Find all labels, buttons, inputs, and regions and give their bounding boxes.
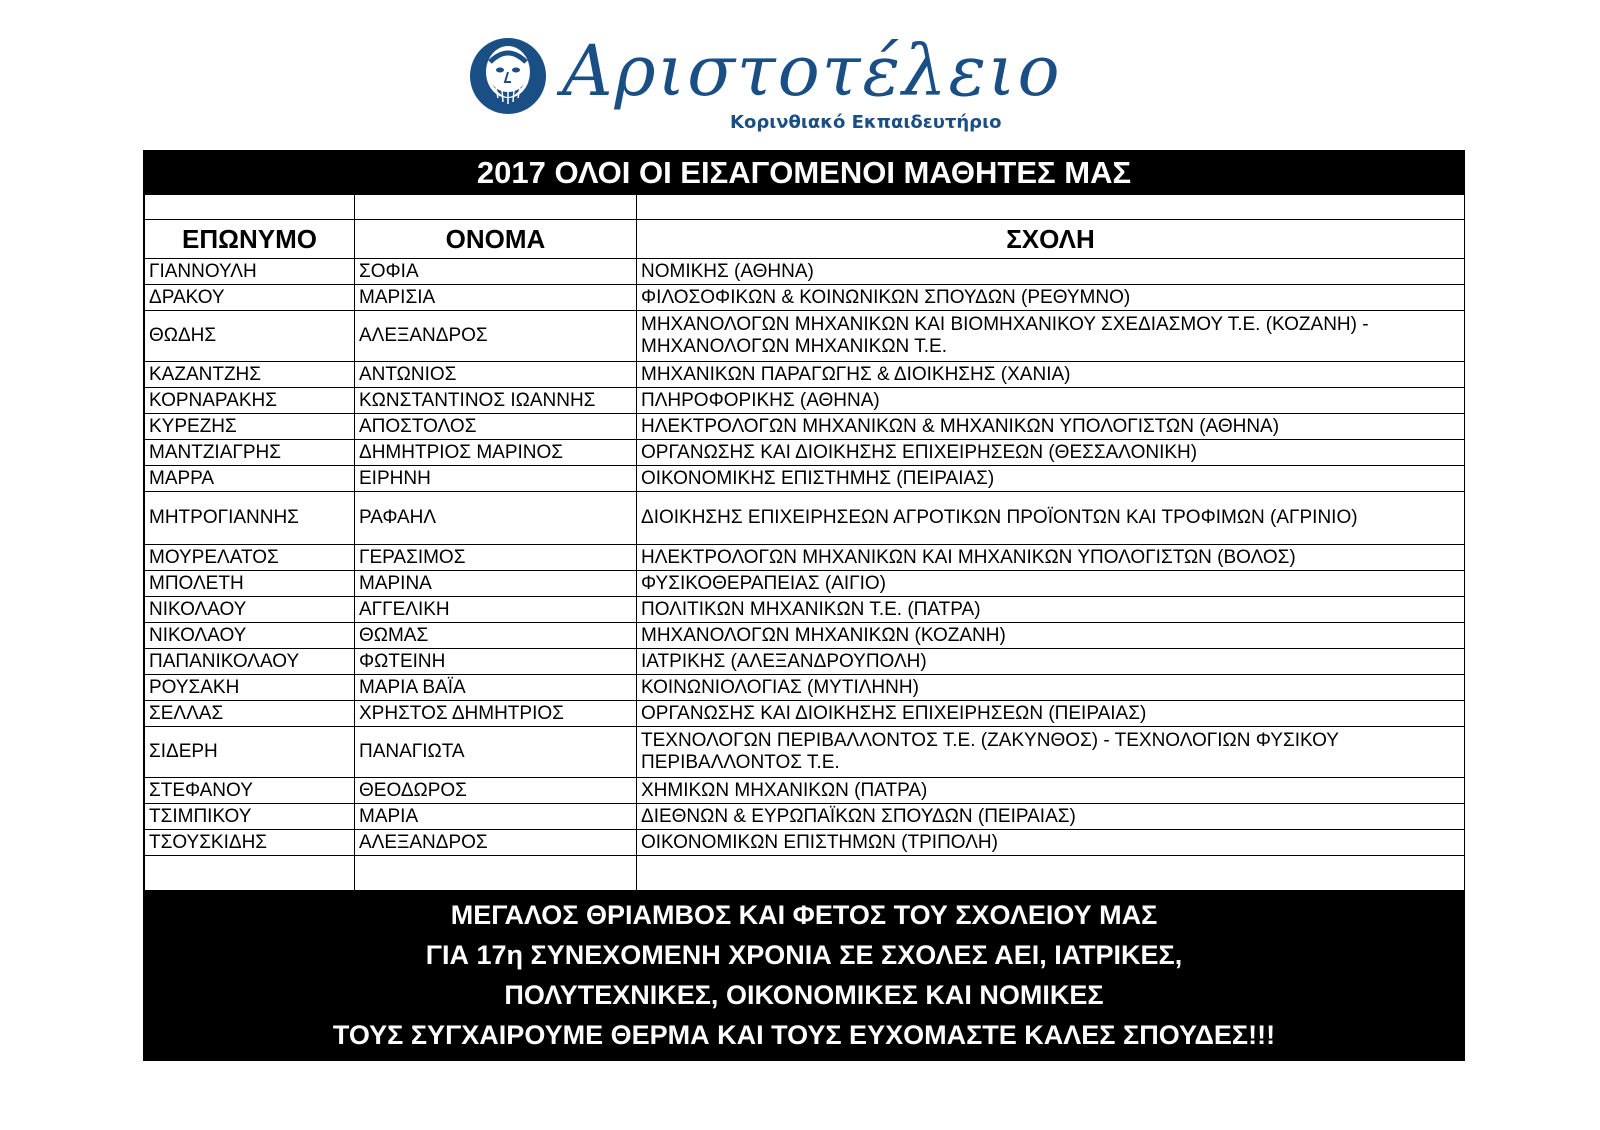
cell-name: ΘΕΟΔΩΡΟΣ xyxy=(355,778,637,804)
table-row xyxy=(145,311,1465,362)
footer-line: ΠΟΛΥΤΕΧΝΙΚΕΣ, ΟΙΚΟΝΟΜΙΚΕΣ ΚΑΙ ΝΟΜΙΚΕΣ xyxy=(504,980,1104,1010)
cell-school: ΜΗΧΑΝΙΚΩΝ ΠΑΡΑΓΩΓΗΣ & ΔΙΟΙΚΗΣΗΣ (ΧΑΝΙΑ) xyxy=(637,362,1465,388)
table-row xyxy=(145,285,1465,311)
cell-school: ΟΙΚΟΝΟΜΙΚΩΝ ΕΠΙΣΤΗΜΩΝ (ΤΡΙΠΟΛΗ) xyxy=(637,830,1465,856)
table-row xyxy=(145,649,1465,675)
cell-surname: ΤΣΟΥΣΚΙΔΗΣ xyxy=(145,830,355,856)
spacer-row xyxy=(145,195,1465,220)
cell-name: ΑΓΓΕΛΙΚΗ xyxy=(355,597,637,623)
table-row xyxy=(145,597,1465,623)
footer-line: ΓΙΑ 17η ΣΥΝΕΧΟΜΕΝΗ ΧΡΟΝΙΑ ΣΕ ΣΧΟΛΕΣ ΑΕΙ, ΙΑΤΡΙΚΕΣ, xyxy=(425,940,1183,970)
cell-surname: ΓΙΑΝΝΟΥΛΗ xyxy=(145,259,355,285)
cell-surname: ΣΤΕΦΑΝΟΥ xyxy=(145,778,355,804)
cell-name: ΧΡΗΣΤΟΣ ΔΗΜΗΤΡΙΟΣ xyxy=(355,701,637,727)
footer-line: ΤΟΥΣ ΣΥΓΧΑΙΡΟΥΜΕ ΘΕΡΜΑ ΚΑΙ ΤΟΥΣ ΕΥΧΟΜΑΣΤΕ ΚΑΛΕΣ ΣΠΟΥΔΕΣ!!! xyxy=(332,1020,1276,1050)
table-row xyxy=(145,727,1465,778)
cell-name: ΦΩΤΕΙΝΗ xyxy=(355,649,637,675)
cell-name: ΑΠΟΣΤΟΛΟΣ xyxy=(355,414,637,440)
table-row xyxy=(145,440,1465,466)
cell-name: ΜΑΡΙΝΑ xyxy=(355,571,637,597)
cell-name: ΘΩΜΑΣ xyxy=(355,623,637,649)
logo-subtitle: Κορινθιακό Εκπαιδευτήριο xyxy=(730,112,1002,133)
table-row xyxy=(145,492,1465,545)
cell-surname: ΜΗΤΡΟΓΙΑΝΝΗΣ xyxy=(145,492,355,545)
students-table xyxy=(144,194,1465,891)
cell-name: ΜΑΡΙΑ ΒΑΪΑ xyxy=(355,675,637,701)
cell-school: ΟΡΓΑΝΩΣΗΣ ΚΑΙ ΔΙΟΙΚΗΣΗΣ ΕΠΙΧΕΙΡΗΣΕΩΝ (ΘΕΣΣΑΛΟΝΙΚΗ) xyxy=(637,440,1465,466)
cell-school: ΙΑΤΡΙΚΗΣ (ΑΛΕΞΑΝΔΡΟΥΠΟΛΗ) xyxy=(637,649,1465,675)
cell-surname: ΣΙΔΕΡΗ xyxy=(145,727,355,778)
table-row xyxy=(145,466,1465,492)
column-header-school: ΣΧΟΛΗ xyxy=(637,220,1465,259)
table-row xyxy=(145,388,1465,414)
cell-surname: ΚΥΡΕΖΗΣ xyxy=(145,414,355,440)
cell-name: ΣΟΦΙΑ xyxy=(355,259,637,285)
cell-school: ΦΙΛΟΣΟΦΙΚΩΝ & ΚΟΙΝΩΝΙΚΩΝ ΣΠΟΥΔΩΝ (ΡΕΘΥΜΝΟ) xyxy=(637,285,1465,311)
cell-surname: ΡΟΥΣΑΚΗ xyxy=(145,675,355,701)
table-row xyxy=(145,414,1465,440)
table-row xyxy=(145,804,1465,830)
school-logo xyxy=(462,30,1062,136)
table-row xyxy=(145,778,1465,804)
table-row xyxy=(145,701,1465,727)
cell-school: ΧΗΜΙΚΩΝ ΜΗΧΑΝΙΚΩΝ (ΠΑΤΡΑ) xyxy=(637,778,1465,804)
cell-name: ΜΑΡΙΣΙΑ xyxy=(355,285,637,311)
cell-name: ΑΛΕΞΑΝΔΡΟΣ xyxy=(355,311,637,362)
table-row xyxy=(145,830,1465,856)
cell-surname: ΝΙΚΟΛΑΟΥ xyxy=(145,623,355,649)
cell-school: ΟΙΚΟΝΟΜΙΚΗΣ ΕΠΙΣΤΗΜΗΣ (ΠΕΙΡΑΙΑΣ) xyxy=(637,466,1465,492)
cell-school: ΝΟΜΙΚΗΣ (ΑΘΗΝΑ) xyxy=(637,259,1465,285)
table-row xyxy=(145,675,1465,701)
cell-surname: ΜΑΡΡΑ xyxy=(145,466,355,492)
footer-line: ΜΕΓΑΛΟΣ ΘΡΙΑΜΒΟΣ ΚΑΙ ΦΕΤΟΣ ΤΟΥ ΣΧΟΛΕΙΟΥ ΜΑΣ xyxy=(450,900,1158,930)
cell-surname: ΠΑΠΑΝΙΚΟΛΑΟΥ xyxy=(145,649,355,675)
cell-name: ΠΑΝΑΓΙΩΤΑ xyxy=(355,727,637,778)
cell-school: ΤΕΧΝΟΛΟΓΩΝ ΠΕΡΙΒΑΛΛΟΝΤΟΣ Τ.Ε. (ΖΑΚΥΝΘΟΣ) - ΤΕΧΝΟΛΟΓΙΩΝ ΦΥΣΙΚΟΥ ΠΕΡΙΒΑΛΛΟΝΤΟΣ Τ.Ε. xyxy=(637,727,1465,778)
cell-name: ΑΛΕΞΑΝΔΡΟΣ xyxy=(355,830,637,856)
column-header-surname: ΕΠΩΝΥΜΟ xyxy=(145,220,355,259)
cell-surname: ΤΣΙΜΠΙΚΟΥ xyxy=(145,804,355,830)
cell-surname: ΚΟΡΝΑΡΑΚΗΣ xyxy=(145,388,355,414)
cell-surname: ΝΙΚΟΛΑΟΥ xyxy=(145,597,355,623)
spacer-row xyxy=(145,856,1465,891)
cell-surname: ΜΠΟΛΕΤΗ xyxy=(145,571,355,597)
table-row xyxy=(145,545,1465,571)
cell-surname: ΔΡΑΚΟΥ xyxy=(145,285,355,311)
cell-name: ΑΝΤΩΝΙΟΣ xyxy=(355,362,637,388)
cell-school: ΚΟΙΝΩΝΙΟΛΟΓΙΑΣ (ΜΥΤΙΛΗΝΗ) xyxy=(637,675,1465,701)
cell-name: ΓΕΡΑΣΙΜΟΣ xyxy=(355,545,637,571)
cell-surname: ΣΕΛΛΑΣ xyxy=(145,701,355,727)
footer-message xyxy=(144,891,1464,1060)
cell-school: ΗΛΕΚΤΡΟΛΟΓΩΝ ΜΗΧΑΝΙΚΩΝ & ΜΗΧΑΝΙΚΩΝ ΥΠΟΛΟΓΙΣΤΩΝ (ΑΘΗΝΑ) xyxy=(637,414,1465,440)
cell-school: ΔΙΟΙΚΗΣΗΣ ΕΠΙΧΕΙΡΗΣΕΩΝ ΑΓΡΟΤΙΚΩΝ ΠΡΟΪΟΝΤΩΝ ΚΑΙ ΤΡΟΦΙΜΩΝ (ΑΓΡΙΝΙΟ) xyxy=(637,492,1465,545)
cell-name: ΡΑΦΑΗΛ xyxy=(355,492,637,545)
cell-school: ΗΛΕΚΤΡΟΛΟΓΩΝ ΜΗΧΑΝΙΚΩΝ ΚΑΙ ΜΗΧΑΝΙΚΩΝ ΥΠΟΛΟΓΙΣΤΩΝ (ΒΟΛΟΣ) xyxy=(637,545,1465,571)
cell-surname: ΘΩΔΗΣ xyxy=(145,311,355,362)
table-row xyxy=(145,362,1465,388)
cell-name: ΔΗΜΗΤΡΙΟΣ ΜΑΡΙΝΟΣ xyxy=(355,440,637,466)
cell-school: ΦΥΣΙΚΟΘΕΡΑΠΕΙΑΣ (ΑΙΓΙΟ) xyxy=(637,571,1465,597)
column-header-name: ΟΝΟΜΑ xyxy=(355,220,637,259)
cell-name: ΜΑΡΙΑ xyxy=(355,804,637,830)
cell-school: ΔΙΕΘΝΩΝ & ΕΥΡΩΠΑΪΚΩΝ ΣΠΟΥΔΩΝ (ΠΕΙΡΑΙΑΣ) xyxy=(637,804,1465,830)
table-row xyxy=(145,571,1465,597)
table-row xyxy=(145,623,1465,649)
cell-name: ΕΙΡΗΝΗ xyxy=(355,466,637,492)
table-row xyxy=(145,259,1465,285)
cell-surname: ΚΑΖΑΝΤΖΗΣ xyxy=(145,362,355,388)
cell-name: ΚΩΝΣΤΑΝΤΙΝΟΣ ΙΩΑΝΝΗΣ xyxy=(355,388,637,414)
logo-wordmark: Αριστοτέλειο xyxy=(562,30,1062,112)
cell-school: ΠΟΛΙΤΙΚΩΝ ΜΗΧΑΝΙΚΩΝ Τ.Ε. (ΠΑΤΡΑ) xyxy=(637,597,1465,623)
cell-school: ΜΗΧΑΝΟΛΟΓΩΝ ΜΗΧΑΝΙΚΩΝ ΚΑΙ ΒΙΟΜΗΧΑΝΙΚΟΥ ΣΧΕΔΙΑΣΜΟΥ Τ.Ε. (ΚΟΖΑΝΗ) - ΜΗΧΑΝΟΛΟΓΩΝ ΜΗΧΑΝΙΚΩΝ Τ.Ε. xyxy=(637,311,1465,362)
table-header-row xyxy=(145,220,1465,259)
cell-school: ΟΡΓΑΝΩΣΗΣ ΚΑΙ ΔΙΟΙΚΗΣΗΣ ΕΠΙΧΕΙΡΗΣΕΩΝ (ΠΕΙΡΑΙΑΣ) xyxy=(637,701,1465,727)
students-sheet xyxy=(143,150,1465,1061)
cell-school: ΠΛΗΡΟΦΟΡΙΚΗΣ (ΑΘΗΝΑ) xyxy=(637,388,1465,414)
aristotle-bust-icon xyxy=(462,36,554,116)
cell-surname: ΜΑΝΤΖΙΑΓΡΗΣ xyxy=(145,440,355,466)
cell-surname: ΜΟΥΡΕΛΑΤΟΣ xyxy=(145,545,355,571)
page-title: 2017 ΟΛΟΙ ΟΙ ΕΙΣΑΓΟΜΕΝΟΙ ΜΑΘΗΤΕΣ ΜΑΣ xyxy=(144,151,1464,194)
cell-school: ΜΗΧΑΝΟΛΟΓΩΝ ΜΗΧΑΝΙΚΩΝ (ΚΟΖΑΝΗ) xyxy=(637,623,1465,649)
